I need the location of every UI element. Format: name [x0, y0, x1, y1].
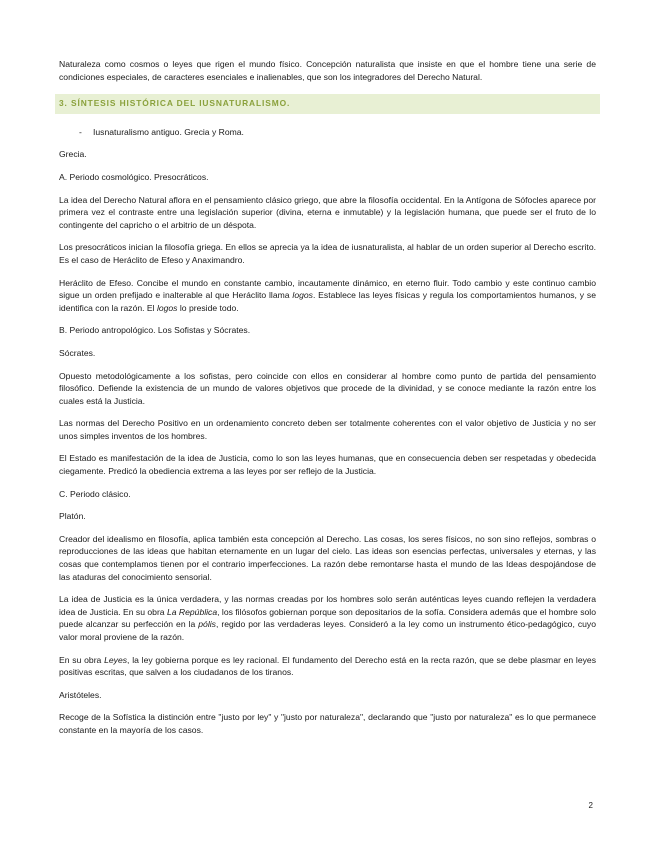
text-run: lo preside todo.: [177, 302, 239, 313]
text-run: Heráclito de Efeso. Concibe el mundo en constante cambio, incautamente dinámico, en eterno fluir. Todo cambio y este continuo cambio sigue un orden prefijado e inalterable al que Heráclito llama: [59, 277, 596, 301]
paragraph-socrates-3: El Estado es manifestación de la idea de Justicia, como lo son las leyes humanas, que en consecuencia deben ser respetadas y obedecida ciegamente. Predicó la obediencia extrema a las leyes por ser reflejo de la Justicia.: [59, 453, 596, 477]
paragraph-presocraticos: Los presocráticos inician la filosofía griega. En ellos se aprecia ya la idea de iusnaturalista, al hablar de un orden superior al Derecho escrito. Es el caso de Heráclito de Efeso y Anaximandro.: [59, 242, 596, 265]
bullet-item: [79, 126, 596, 139]
text-run: , la ley gobierna porque es ley racional. El fundamento del Derecho está en la recta razón, que se debe plasmar en leyes positivas escritas, que salven a los ciudadanos de los tiranos.: [59, 654, 596, 678]
text-run: , regido por las verdaderas leyes. Consideró a la ley como un instrumento ético-pedagógico, cuyo valor moral proviene de la razón.: [59, 619, 596, 642]
text-run: La idea de Justicia es la única verdadera, y las normas creadas por los hombres solo serán auténticas leyes cuando reflejen la verdadera idea de Justicia. En su obra: [59, 594, 596, 617]
paragraph-platon-2: [59, 593, 596, 643]
subheading-periodo-clasico: C. Periodo clásico.: [59, 488, 131, 499]
paragraph-platon-1: Creador del idealismo en filosofía, aplica también esta concepción al Derecho. Las cosas, los seres físicos, no son sino reflejos, sombras o reproducciones de las ideas que habitan eternamente en un lugar del cielo. Las ideas son esencias perfectas, universales y eternas, y las cosas que contemplamos tienen por el contrario imperfecciones. La razón debe remontarse hasta el mundo de las Ideas despojándose de las ataduras del conocimiento sensorial.: [59, 533, 596, 582]
paragraph-socrates-2: Las normas del Derecho Positivo en un ordenamiento concreto deben ser totalmente coherentes con el valor objetivo de Justicia y no ser unos simples inventos de los hombres.: [59, 418, 596, 441]
italic-term: La República: [166, 606, 218, 617]
italic-term: logos: [292, 290, 313, 301]
italic-term: logos: [156, 302, 178, 313]
italic-term: pólis: [198, 619, 216, 630]
text-run: , los filósofos gobiernan porque son depositarios de la sofía. Considera además que el hombre solo puede alcanzar su perfección en la: [59, 606, 596, 630]
subheading-socrates: Sócrates.: [59, 347, 96, 358]
paragraph-aristoteles: Recoge de la Sofística la distinción entre "justo por ley" y "justo por naturaleza", declarando que "justo por naturaleza" es lo que permanece constante en la mayoría de los casos.: [59, 712, 596, 735]
intro-paragraph: Naturaleza como cosmos o leyes que rigen el mundo físico. Concepción naturalista que insiste en que el hombre tiene una serie de condiciones especiales, de caracteres esenciales e inalienables, que son los integradores del Derecho Natural.: [59, 59, 596, 82]
text-run: . Establece las leyes físicas y regula los comportamientos humanos, y se identifica con la razón. El: [59, 290, 596, 313]
subheading-periodo-cosmologico: A. Periodo cosmológico. Presocráticos.: [59, 171, 209, 182]
subheading-platon: Platón.: [59, 511, 86, 522]
paragraph-derecho-natural: La idea del Derecho Natural aflora en el pensamiento clásico griego, que abre la filosofía occidental. En la Antígona de Sófocles aparece por primera vez el contraste entre una legislación superior (divina, eterna e inmutable) y la legislación humana, que puede ser el fruto de lo contingente del capricho o el arbitrio de un déspota.: [59, 194, 596, 230]
paragraph-platon-3: [59, 654, 596, 679]
subheading-periodo-antropologico: B. Periodo antropológico. Los Sofistas y Sócrates.: [59, 325, 251, 336]
bullet-text: Iusnaturalismo antiguo. Grecia y Roma.: [93, 126, 244, 137]
text-run: En su obra: [59, 654, 105, 665]
bullet-dash: -: [79, 126, 82, 137]
subheading-grecia: Grecia.: [59, 149, 87, 160]
subheading-aristoteles: Aristóteles.: [59, 689, 102, 700]
italic-term: Leyes: [104, 654, 128, 665]
paragraph-heraclito: [59, 277, 596, 315]
paragraph-socrates-1: Opuesto metodológicamente a los sofistas, pero coincide con ellos en considerar al hombre como punto de partida del pensamiento filosófico. Defiende la existencia de un mundo de valores objetivos que procede de la divinidad, y se conoce mediante la razón entre los cuales está la Justicia.: [59, 370, 596, 406]
page-number: 2: [588, 801, 593, 810]
section-heading: 3. SÍNTESIS HISTÓRICA DEL IUSNATURALISMO.: [55, 94, 600, 114]
